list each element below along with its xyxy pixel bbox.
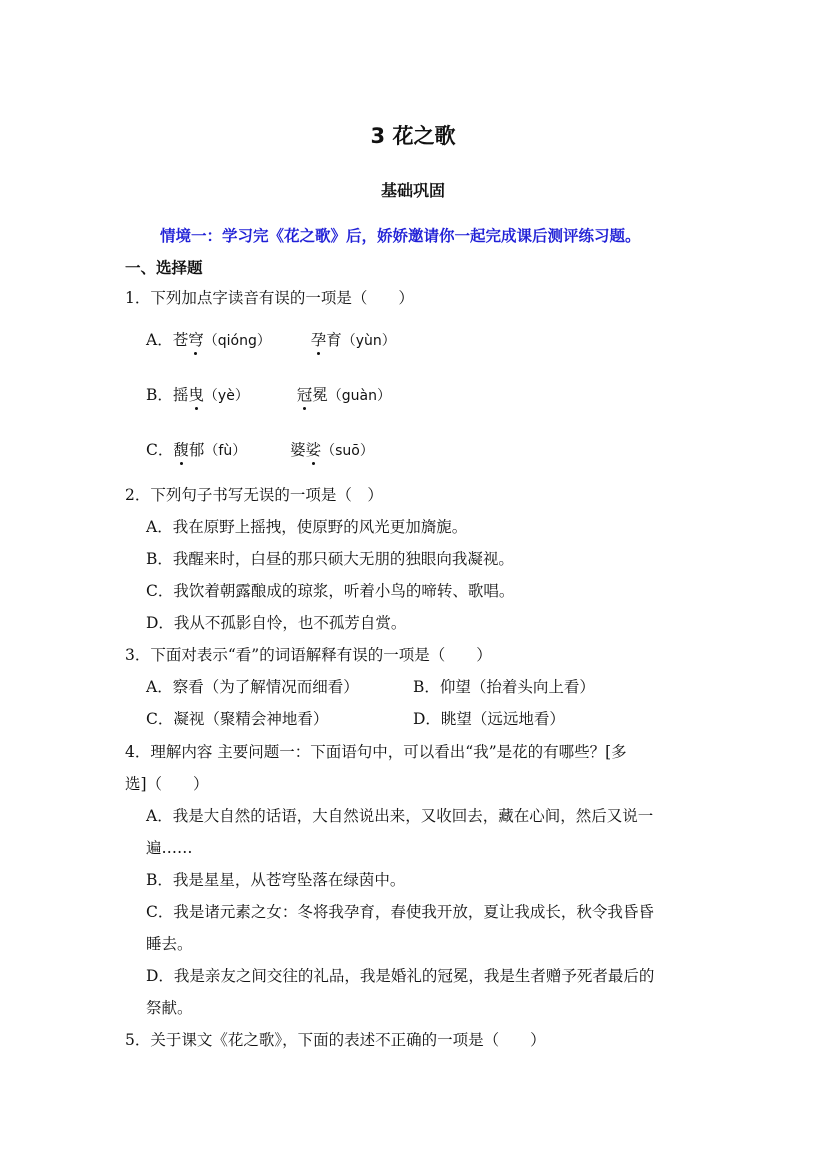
question-4-option-a: A．我是大自然的话语，大自然说出来，又收回去，藏在心间，然后又说一: [146, 807, 654, 825]
question-4-option-b: B．我是星星，从苍穹坠落在绿茵中。: [146, 871, 406, 889]
question-2-option-b: B．我醒来时，白昼的那只硕大无朋的独眼向我凝视。: [146, 550, 514, 568]
question-4-stem: 4．理解内容 主要问题一：下面语句中，可以看出“我”是花的有哪些？[多: [125, 743, 627, 761]
question-3-option-b: B．仰望（抬着头向上看）: [413, 678, 595, 696]
pinyin: （yè）: [203, 388, 249, 404]
question-4-option-d: D．我是亲友之间交往的礼品，我是婚礼的冠冕，我是生者赠予死者最后的: [146, 967, 655, 985]
scenario-text: 情境一：学习完《花之歌》后，娇娇邀请你一起完成课后测评练习题。: [160, 227, 641, 245]
pinyin: （guàn）: [327, 388, 391, 404]
question-3-option-d: D．眺望（远远地看）: [413, 710, 565, 728]
question-2-stem: 2．下列句子书写无误的一项是（ ）: [125, 486, 383, 504]
section-subtitle: 基础巩固: [380, 181, 445, 200]
pinyin: （suō）: [321, 443, 374, 459]
word-char: 摇: [172, 386, 189, 404]
question-1-option-c: [146, 438, 374, 460]
word-char: 冕: [312, 386, 328, 404]
question-3-option-a: A．察看（为了解情况而细看）: [146, 678, 359, 696]
dotted-char: 馥: [173, 438, 189, 460]
word-char: 苍: [172, 331, 189, 349]
option-letter: A．: [146, 331, 173, 349]
pinyin: （yùn）: [341, 333, 396, 349]
question-1-option-b: [146, 383, 391, 405]
question-2-option-d: D．我从不孤影自怜，也不孤芳自赏。: [146, 614, 407, 632]
question-4-option-d-cont: 祭献。: [146, 999, 193, 1017]
question-4-option-a-cont: 遍……: [146, 839, 193, 857]
option-letter: C．: [146, 441, 174, 459]
word-char: 婆: [290, 441, 306, 459]
question-3-option-c: C．凝视（聚精会神地看）: [146, 710, 329, 728]
question-1-stem: 1．下列加点字读音有误的一项是（ ）: [125, 289, 414, 307]
option-letter: B．: [146, 386, 173, 404]
dotted-char: 冠: [297, 383, 313, 405]
pinyin: （fù）: [204, 443, 247, 459]
question-5-stem: 5．关于课文《花之歌》，下面的表述不正确的一项是（ ）: [125, 1031, 546, 1049]
dotted-char: 娑: [306, 438, 322, 460]
question-3-stem: 3．下面对表示“看”的词语解释有误的一项是（ ）: [125, 646, 492, 664]
question-2-option-a: A．我在原野上摇拽，使原野的风光更加旖旎。: [146, 518, 468, 536]
question-4-option-c: C．我是诸元素之女：冬将我孕育，春使我开放，夏让我成长，秋令我昏昏: [146, 903, 654, 921]
dotted-char: 孕: [311, 328, 327, 350]
pinyin: （qióng）: [203, 333, 271, 349]
word-char: 育: [326, 331, 342, 349]
question-4-option-c-cont: 睡去。: [146, 935, 193, 953]
word-char: 郁: [188, 441, 205, 459]
section-heading: 一、选择题: [125, 259, 203, 277]
page-title: 3 花之歌: [370, 124, 456, 148]
dotted-char: 穹: [188, 328, 204, 350]
question-4-stem-cont: 选]（ ）: [125, 775, 209, 793]
question-2-option-c: C．我饮着朝露酿成的琼浆，听着小鸟的啼转、歌唱。: [146, 582, 515, 600]
dotted-char: 曳: [188, 383, 204, 405]
question-1-option-a: [146, 328, 396, 350]
